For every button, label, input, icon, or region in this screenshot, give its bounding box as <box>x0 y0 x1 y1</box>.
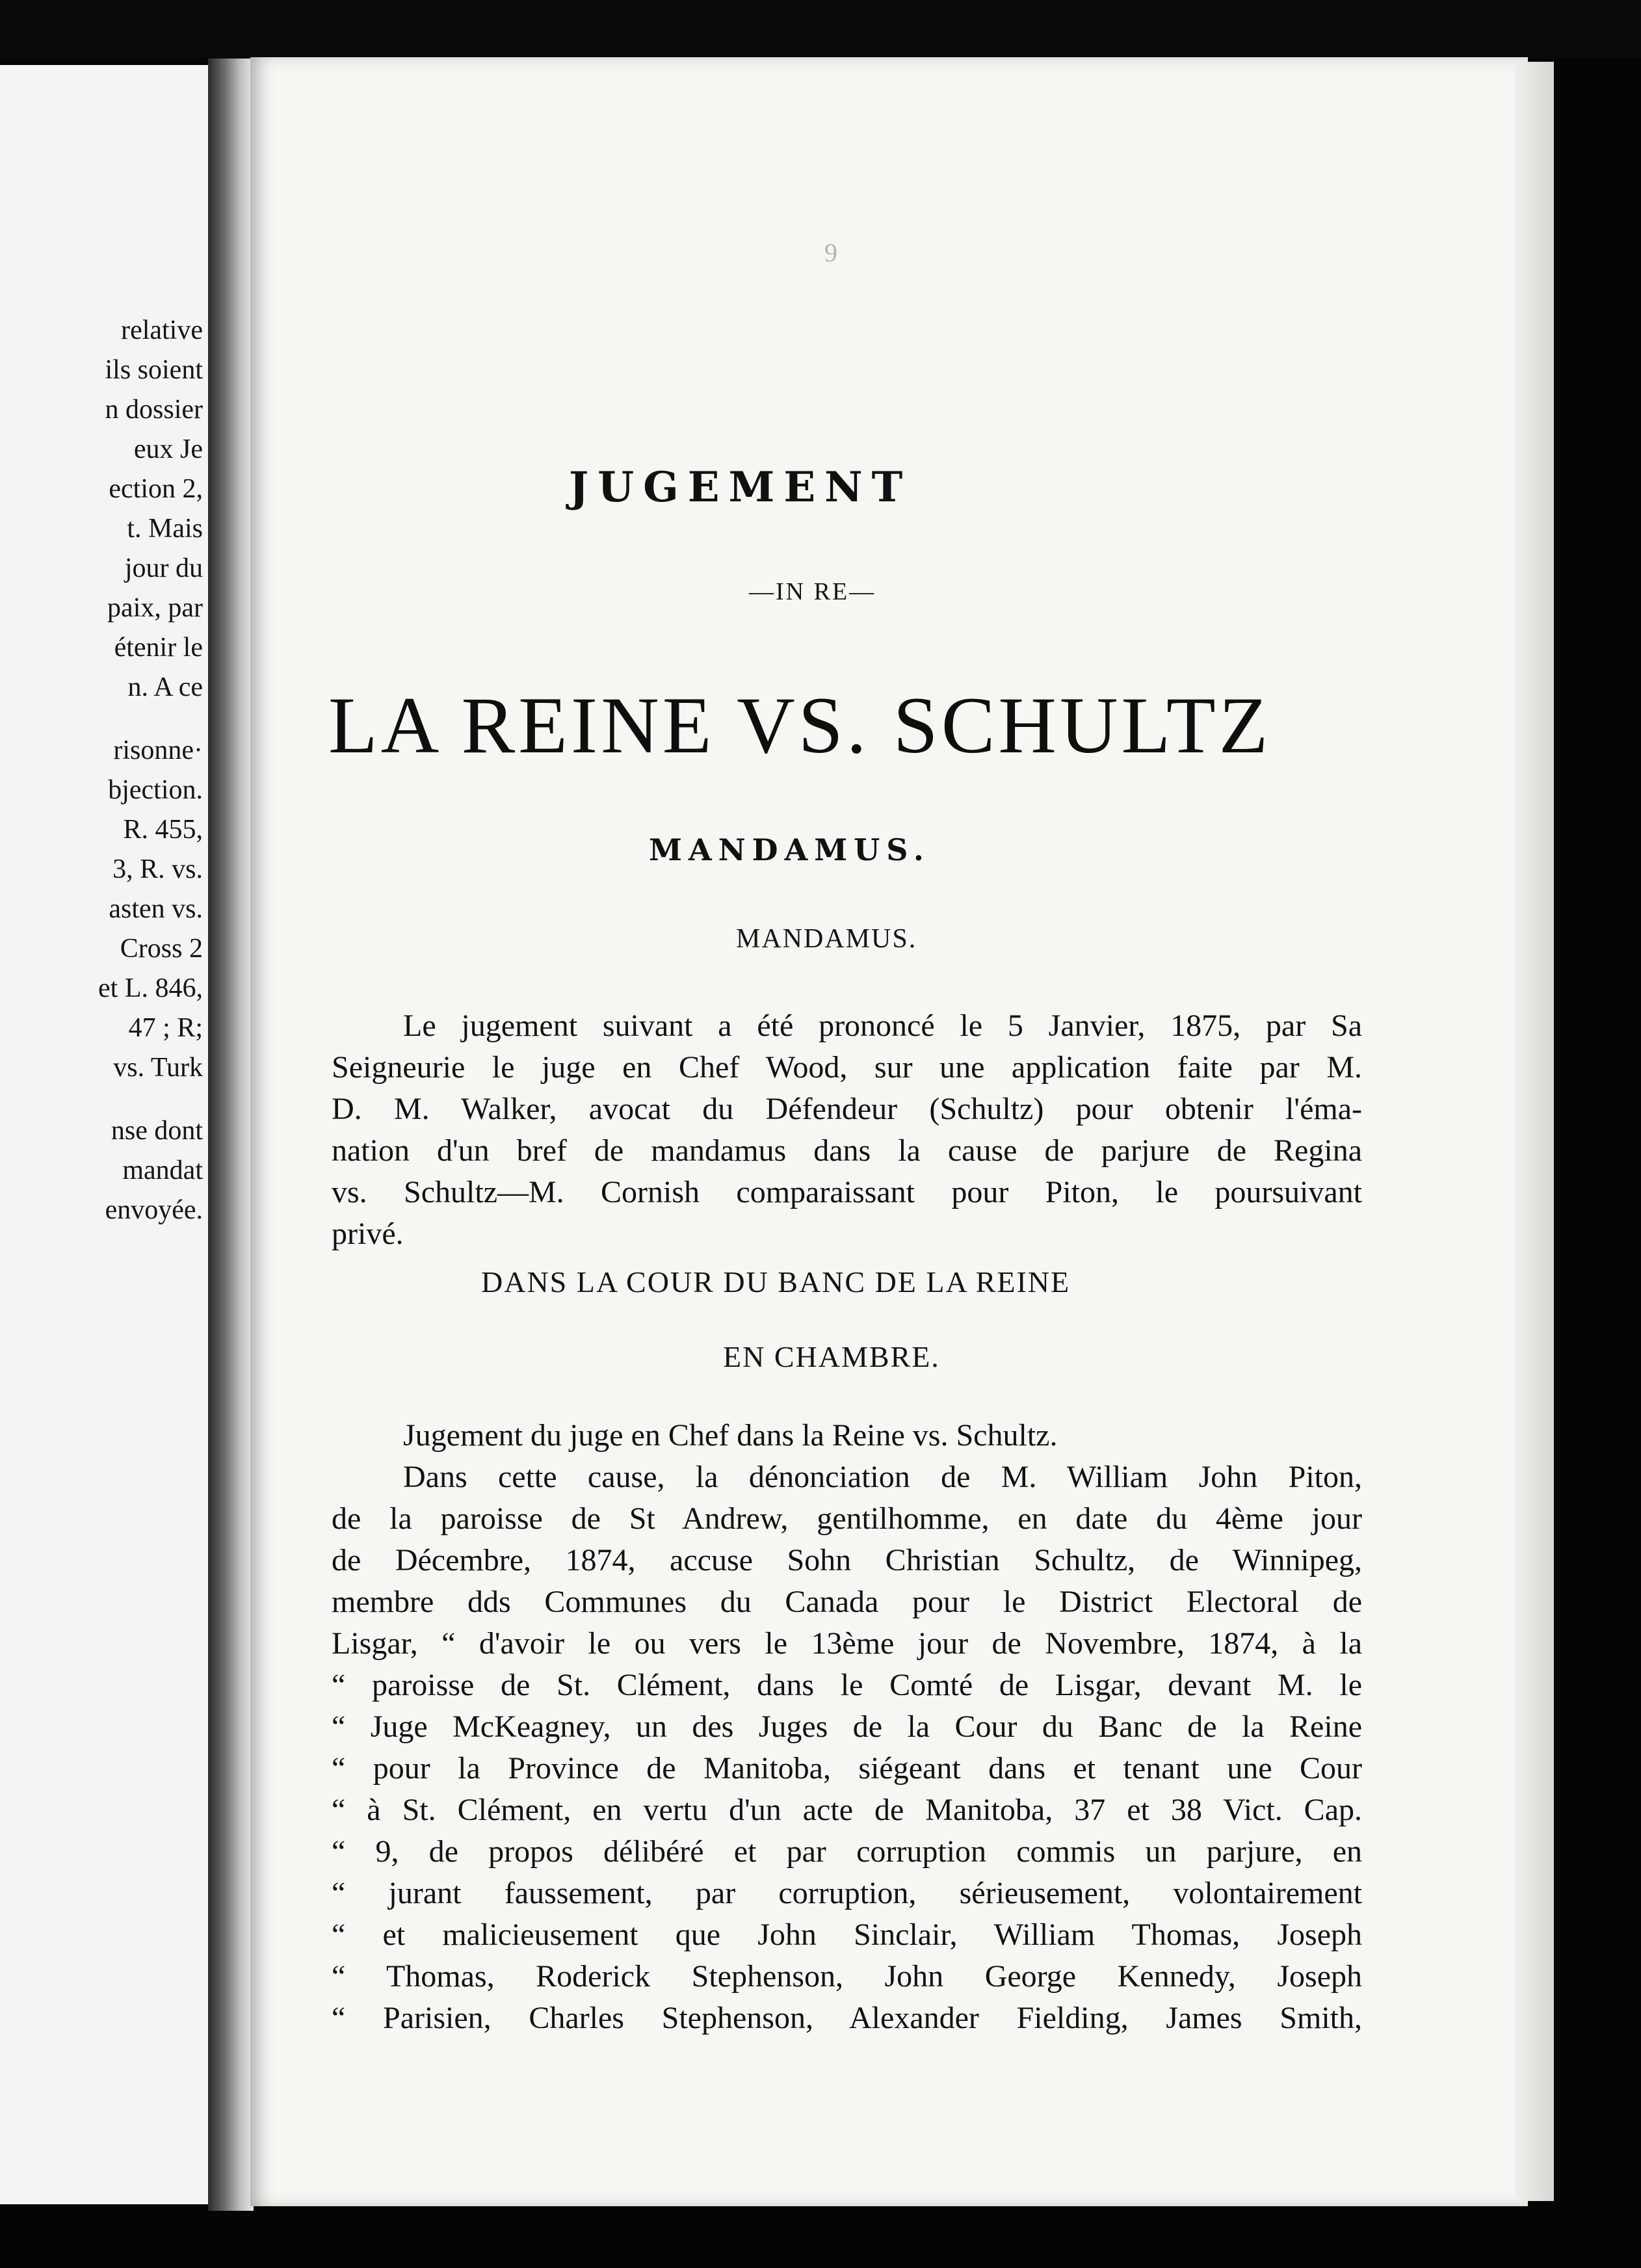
left-page-line: jour du <box>124 553 203 583</box>
left-page-line: eux Je <box>133 434 203 464</box>
left-page-line: Cross 2 <box>120 934 203 964</box>
line-gap <box>8 707 203 731</box>
paragraph-line: “ Thomas, Roderick Stephenson, John George Kennedy, Joseph <box>332 1959 1362 1994</box>
left-page-line: paix, par <box>107 593 203 623</box>
paragraph-line: Le jugement suivant a été prononcé le 5 Janvier, 1875, par Sa <box>403 1009 1362 1043</box>
left-page-line: ils soient <box>105 355 203 385</box>
left-page-line: ection 2, <box>109 474 203 504</box>
left-page-line: R. 455, <box>123 815 203 845</box>
paragraph-line: D. M. Walker, avocat du Défendeur (Schultz) pour obtenir l'éma- <box>332 1092 1362 1126</box>
mandamus-subheading: MANDAMUS. <box>649 832 930 867</box>
paragraph-line: de la paroisse de St Andrew, gentilhomme, en date du 4ème jour <box>332 1501 1362 1536</box>
left-page-line: étenir le <box>114 633 203 663</box>
in-re-label: —IN RE— <box>749 578 876 605</box>
left-page-line: 3, R. vs. <box>112 854 203 884</box>
paragraph-line: “ jurant faussement, par corruption, sérieusement, volontairement <box>332 1876 1362 1910</box>
paragraph-line: Lisgar, “ d'avoir le ou vers le 13ème jour de Novembre, 1874, à la <box>332 1626 1362 1661</box>
left-page-line: t. Mais <box>127 514 203 544</box>
paragraph-line: Jugement du juge en Chef dans la Reine vs. Schultz. <box>403 1418 1058 1453</box>
paragraph-line: privé. <box>332 1217 404 1251</box>
paragraph-line: “ pour la Province de Manitoba, siégeant dans et tenant une Cour <box>332 1751 1362 1786</box>
left-page-line: n. A ce <box>127 672 203 702</box>
mandamus-label: MANDAMUS. <box>736 924 917 954</box>
court-heading: DANS LA COUR DU BANC DE LA REINE <box>481 1265 1071 1299</box>
left-page-line: risonne· <box>113 735 203 765</box>
document-title: JUGEMENT <box>569 463 912 512</box>
paragraph-line: “ 9, de propos délibéré et par corruption commis un parjure, en <box>332 1834 1362 1869</box>
paragraph-line: “ Juge McKeagney, un des Juges de la Cour du Banc de la Reine <box>332 1709 1362 1744</box>
left-page-line: envoyée. <box>105 1195 203 1225</box>
paragraph-line: membre dds Communes du Canada pour le District Electoral de <box>332 1585 1362 1619</box>
chamber-heading: EN CHAMBRE. <box>723 1340 940 1373</box>
left-page <box>0 65 208 2204</box>
paragraph-line: “ à St. Clément, en vertu d'un acte de Manitoba, 37 et 38 Vict. Cap. <box>332 1793 1362 1827</box>
paragraph-line: nation d'un bref de mandamus dans la cause de parjure de Regina <box>332 1133 1362 1168</box>
paragraph-line: Dans cette cause, la dénonciation de M. William John Piton, <box>403 1460 1362 1494</box>
left-page-line: mandat <box>122 1155 203 1185</box>
page-edge <box>1515 62 1554 2201</box>
paragraph-line: de Décembre, 1874, accuse Sohn Christian Schultz, de Winnipeg, <box>332 1543 1362 1577</box>
line-gap <box>8 1088 203 1111</box>
paragraph-line: Seigneurie le juge en Chef Wood, sur une application faite par M. <box>332 1050 1362 1085</box>
left-page-line: 47 ; R; <box>128 1013 203 1043</box>
page-number: 9 <box>824 238 837 267</box>
left-page-line: asten vs. <box>109 894 203 924</box>
left-page-line: et L. 846, <box>98 973 203 1003</box>
left-page-line: bjection. <box>108 775 203 805</box>
paragraph-line: “ Parisien, Charles Stephenson, Alexander Fielding, James Smith, <box>332 2001 1362 2035</box>
paragraph-line: vs. Schultz—M. Cornish comparaissant pour Piton, le poursuivant <box>332 1175 1362 1209</box>
judgment-paragraph <box>332 1415 1362 2039</box>
book-gutter <box>208 59 254 2211</box>
left-page-line: nse dont <box>111 1116 203 1146</box>
introductory-paragraph <box>332 1005 1362 1255</box>
paragraph-line: “ paroisse de St. Clément, dans le Comté de Lisgar, devant M. le <box>332 1668 1362 1702</box>
case-heading: LA REINE VS. SCHULTZ <box>328 681 1272 770</box>
left-page-line: vs. Turk <box>113 1053 203 1083</box>
paragraph-line: “ et malicieusement que John Sinclair, William Thomas, Joseph <box>332 1918 1362 1952</box>
film-border-top <box>0 0 1641 59</box>
left-page-line: relative <box>121 315 203 345</box>
left-page-text <box>8 311 203 1230</box>
left-page-line: n dossier <box>105 395 203 425</box>
